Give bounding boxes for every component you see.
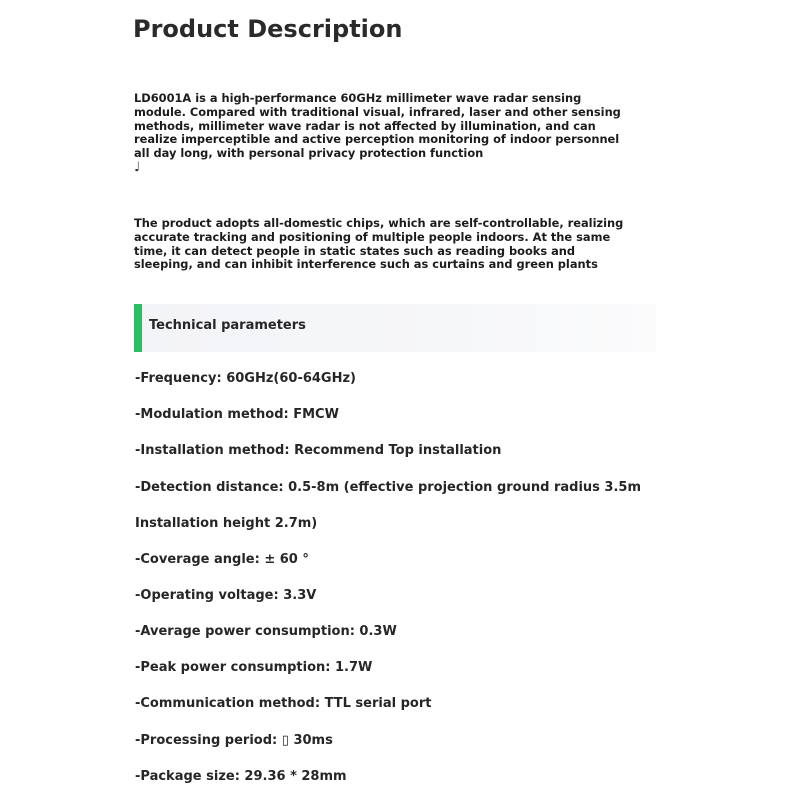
intro-paragraph: LD6001A is a high-performance 60GHz millimeter wave radar sensing module. Compared with traditional visual, infrared, laser and other sensing methods, millimeter wave radar is not affected by illumination, and can realize imperceptible and active perception monitoring of indoor personnel all day long, with personal privacy protection function: [134, 91, 621, 161]
param-communication-method: -Communication method: TTL serial port: [135, 696, 432, 711]
param-package-size: -Package size: 29.36 * 28mm: [135, 769, 347, 784]
banner-accent-bar: [134, 304, 142, 352]
page-title: Product Description: [133, 15, 403, 43]
param-coverage-angle: -Coverage angle: ± 60 °: [135, 552, 309, 567]
param-installation-method: -Installation method: Recommend Top installation: [135, 443, 502, 458]
param-installation-height: Installation height 2.7m): [135, 516, 318, 531]
intro-paragraph-2: The product adopts all-domestic chips, which are self-controllable, realizing accurate tracking and positioning of multiple people indoors. At the same time, it can detect people in static states such as reading books and sleeping, and can inhibit interference such as curtains and green plants: [134, 216, 624, 272]
param-operating-voltage: -Operating voltage: 3.3V: [135, 588, 317, 603]
param-peak-power: -Peak power consumption: 1.7W: [135, 660, 373, 675]
param-detection-distance: -Detection distance: 0.5-8m (effective projection ground radius 3.5m: [135, 480, 641, 495]
param-frequency: -Frequency: 60GHz(60-64GHz): [135, 371, 356, 386]
stray-note-glyph: ♩: [134, 160, 141, 175]
param-processing-period: -Processing period: ▯ 30ms: [135, 733, 333, 748]
param-modulation: -Modulation method: FMCW: [135, 407, 339, 422]
technical-parameters-banner: [134, 304, 656, 352]
param-average-power: -Average power consumption: 0.3W: [135, 624, 397, 639]
banner-title: Technical parameters: [149, 318, 306, 333]
